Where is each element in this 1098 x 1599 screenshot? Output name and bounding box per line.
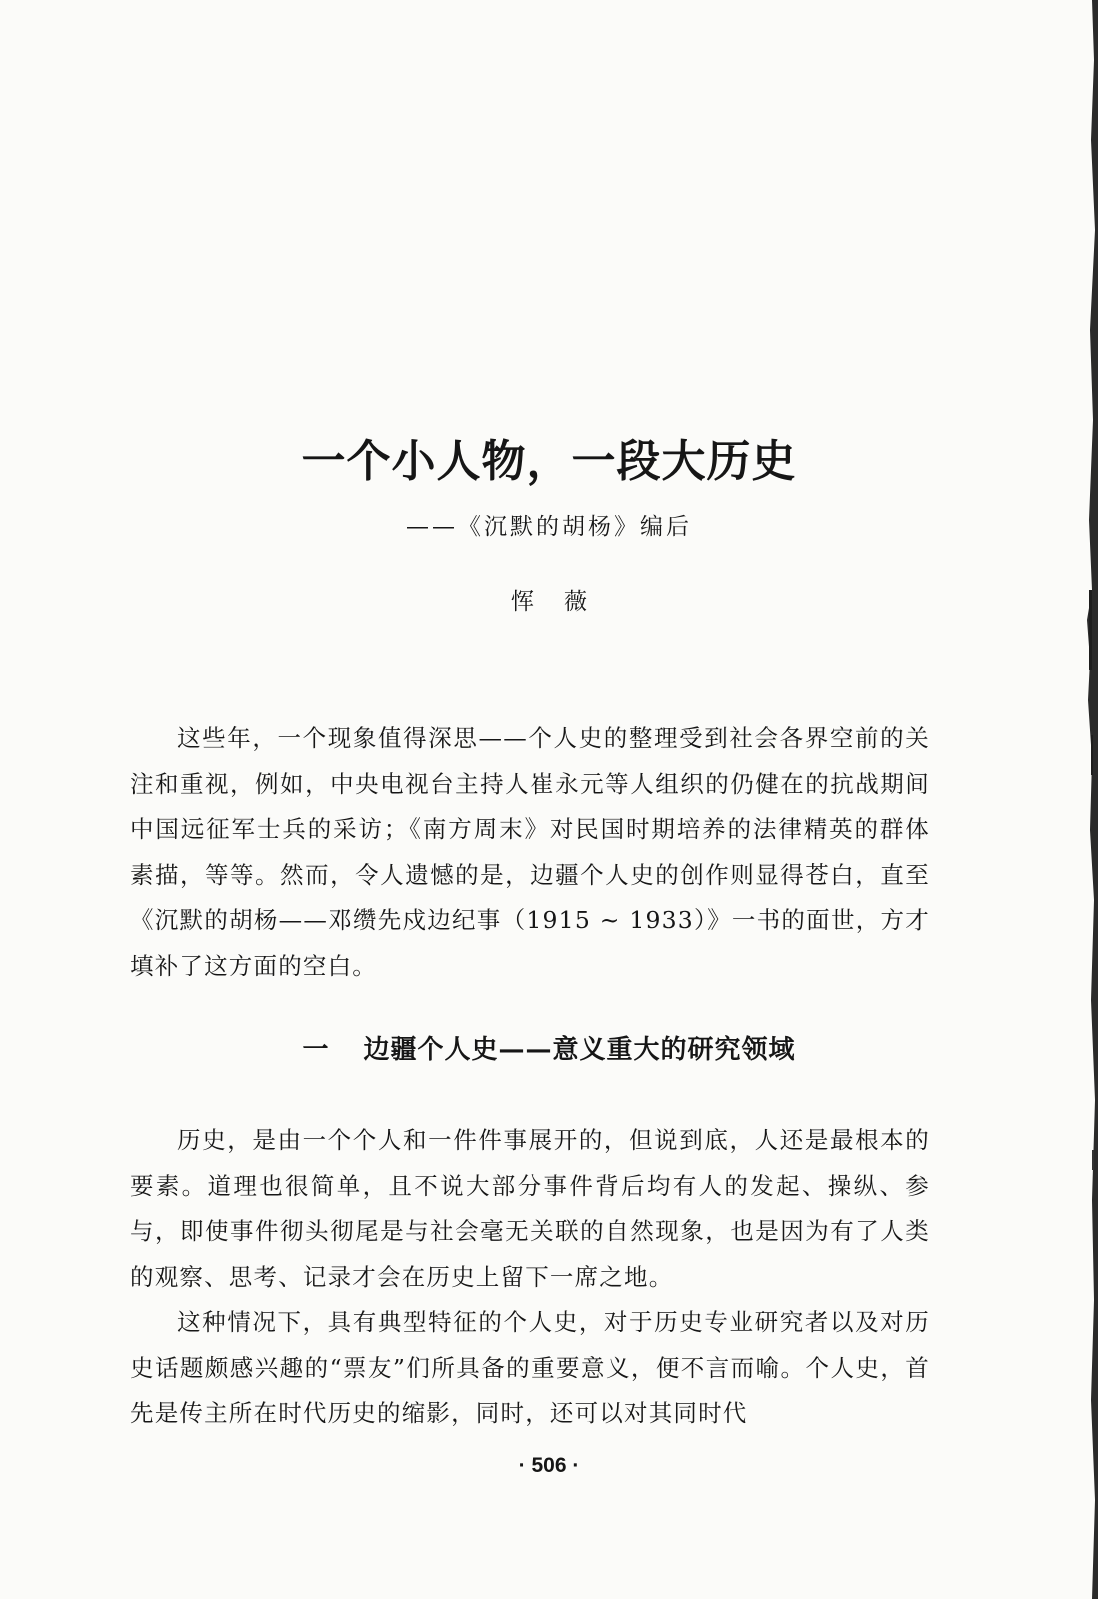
scan-edge-artifact (1070, 0, 1098, 1599)
document-subtitle: ——《沉默的胡杨》编后 (406, 514, 692, 540)
intro-section (130, 716, 930, 989)
section-body (130, 1118, 930, 1437)
section-number: 一 (302, 1035, 330, 1065)
section-title: 边疆个人史——意义重大的研究领域 (363, 1035, 796, 1065)
section-heading (0, 1030, 1098, 1070)
section-paragraph-2: 这种情况下，具有典型特征的个人史，对于历史专业研究者以及对历史话题颇感兴趣的“票友”们所具备的重要意义，便不言而喻。个人史，首先是传主所在时代历史的缩影，同时，还可以对其同时代 (130, 1308, 930, 1427)
intro-paragraph: 这些年，一个现象值得深思——个人史的整理受到社会各界空前的关注和重视，例如，中央电视台主持人崔永元等人组织的仍健在的抗战期间中国远征军士兵的采访；《南方周末》对民国时期培养的法律精英的群体素描，等等。然而，令人遗憾的是，边疆个人史的创作则显得苍白，直至《沉默的胡杨——邓缵先戍边纪事（1915 ~ 1933）》一书的面世，方才填补了这方面的空白。 (130, 724, 930, 980)
section-paragraph-1: 历史，是由一个个人和一件件事展开的，但说到底，人还是最根本的要素。道理也很简单，且不说大部分事件背后均有人的发起、操纵、参与，即使事件彻头彻尾是与社会毫无关联的自然现象，也是因为有了人类的观察、思考、记录才会在历史上留下一席之地。 (130, 1126, 930, 1291)
author-name: 恽薇 (511, 589, 617, 615)
document-title: 一个小人物，一段大历史 (301, 436, 797, 487)
page-number: · 506 · (518, 1454, 580, 1477)
